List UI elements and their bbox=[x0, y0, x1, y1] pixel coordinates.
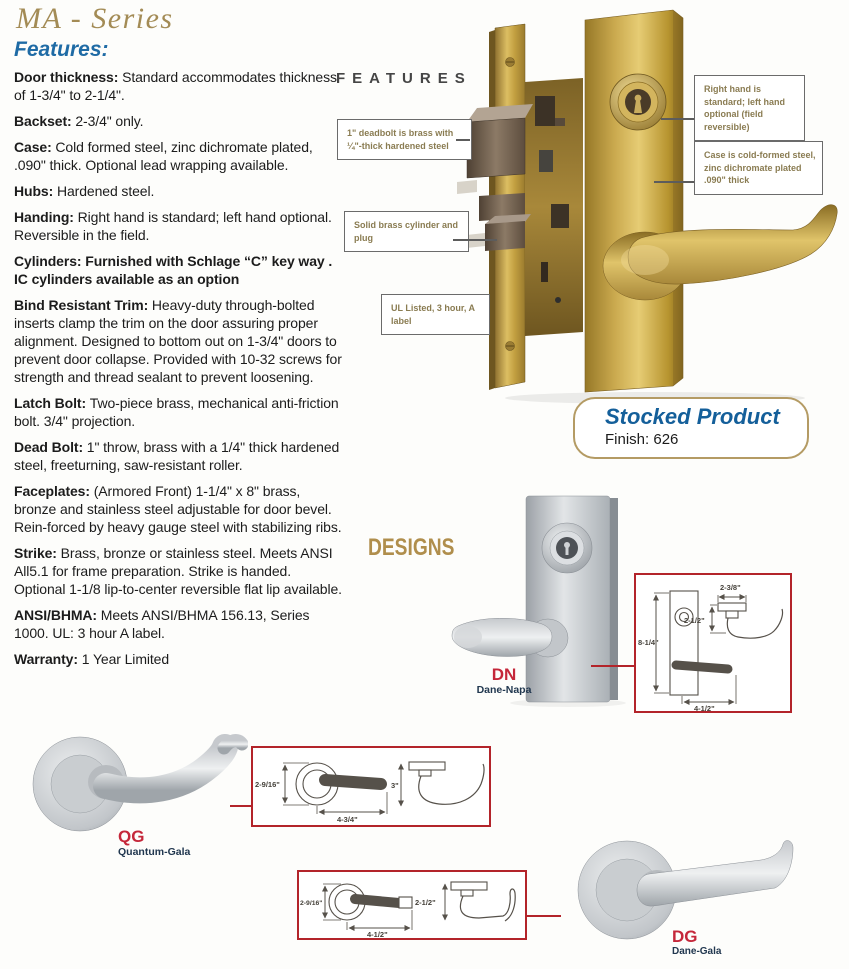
design-connector bbox=[230, 805, 251, 807]
feature-item bbox=[14, 296, 346, 386]
design-name: Dane-Gala bbox=[672, 945, 722, 957]
dimension-box-qg bbox=[251, 746, 491, 827]
feature-label: Latch Bolt: bbox=[14, 395, 90, 411]
feature-item bbox=[14, 438, 346, 474]
design-name: Dane-Napa bbox=[476, 683, 532, 696]
dim-proj: 2-1/2" bbox=[415, 898, 436, 907]
designs-heading: DESIGNS bbox=[368, 534, 455, 561]
feature-label: Door thickness: bbox=[14, 69, 123, 85]
callout-ul-listed: UL Listed, 3 hour, A label bbox=[381, 294, 490, 335]
feature-text: Two-piece brass, mechanical anti-friction bolt. 3/4" projection. bbox=[14, 395, 339, 429]
lock-cylinder bbox=[610, 74, 666, 130]
feature-item bbox=[14, 182, 346, 200]
feature-label: Handing: bbox=[14, 209, 78, 225]
design-code: DG bbox=[672, 927, 698, 946]
dim-rose: 2-9/16" bbox=[300, 900, 323, 907]
callout-case: Case is cold-formed steel, zinc dichromate plated .090" thick bbox=[694, 141, 823, 195]
feature-text: Right hand is standard; left hand optional. Reversible in the field. bbox=[14, 209, 332, 243]
design-connector bbox=[591, 665, 634, 667]
feature-label: Faceplates: bbox=[14, 483, 94, 499]
feature-text: Heavy-duty through-bolted inserts clamp the trim on the door assuring proper alignment. Designed to bottom out on 1-3/4" doors to prevent door collapse. Provided with 10-32 screws for strength and thread sealant to prevent loosening. bbox=[14, 297, 342, 385]
feature-label: Bind Resistant Trim: bbox=[14, 297, 152, 313]
dim-length: 4-1/2" bbox=[367, 930, 388, 938]
dim-top: 2-3/8" bbox=[720, 583, 741, 592]
dimension-box-dg bbox=[297, 870, 527, 940]
feature-item bbox=[14, 68, 346, 104]
callout-deadbolt: 1" deadbolt is brass with ¼"-thick hardened steel bbox=[337, 119, 472, 160]
callout-connector bbox=[654, 181, 694, 183]
features-list bbox=[14, 68, 346, 676]
feature-item bbox=[14, 394, 346, 430]
design-code: DN bbox=[491, 665, 517, 684]
feature-item bbox=[14, 650, 346, 668]
dimension-drawing-qg bbox=[253, 748, 489, 825]
feature-item bbox=[14, 208, 346, 244]
feature-text: Standard accommodates thickness of 1-3/4" to 2-1/4". bbox=[14, 69, 337, 103]
feature-label: Strike: bbox=[14, 545, 61, 561]
dimension-drawing-dg bbox=[299, 872, 525, 938]
dimension-drawing-dn bbox=[636, 575, 790, 711]
feature-text: Brass, bronze or stainless steel. Meets ANSI All5.1 for frame preparation. Strike is handed. Optional 1-1/8 lip-to-center reversible flat lip available. bbox=[14, 545, 342, 597]
callout-handing: Right hand is standard; left hand optional (field reversible) bbox=[694, 75, 805, 141]
feature-label: Hubs: bbox=[14, 183, 57, 199]
feature-label: Backset: bbox=[14, 113, 76, 129]
features-heading: Features: bbox=[14, 38, 109, 61]
dim-height: 8-1/4" bbox=[638, 638, 659, 647]
feature-item bbox=[14, 112, 346, 130]
feature-item bbox=[14, 544, 346, 598]
feature-text: (Armored Front) 1-1/4" x 8" brass, bronze and stainless steel adjustable for door bevel. Rein-forced by heavy gauge steel with stabilizing ribs. bbox=[14, 483, 342, 535]
feature-text: Cold formed steel, zinc dichromate plated, .090" thick. Optional lead wrapping available. bbox=[14, 139, 313, 173]
feature-label: Dead Bolt: bbox=[14, 439, 87, 455]
feature-text: Furnished with Schlage “C” key way . IC cylinders available as an option bbox=[14, 253, 333, 287]
stocked-product-title: Stocked Product bbox=[605, 404, 780, 429]
feature-label: Case: bbox=[14, 139, 56, 155]
feature-item bbox=[14, 252, 346, 288]
feature-text: 1" throw, brass with a 1/4" thick hardened steel, freeturning, saw-resistant roller. bbox=[14, 439, 340, 473]
callout-cylinder: Solid brass cylinder and plug bbox=[344, 211, 469, 252]
stocked-product-box bbox=[573, 397, 809, 459]
lever-shape bbox=[637, 841, 793, 907]
feature-text: 2-3/4" only. bbox=[75, 113, 144, 129]
design-label-dn bbox=[468, 666, 540, 696]
lock-deadbolt bbox=[467, 104, 533, 178]
callout-connector bbox=[456, 139, 470, 141]
page-title: MA - Series bbox=[16, 2, 174, 35]
dim-rose: 2-9/16" bbox=[255, 780, 280, 789]
design-code: QG bbox=[118, 827, 145, 846]
feature-label: Warranty: bbox=[14, 651, 82, 667]
callout-connector bbox=[661, 118, 694, 120]
stocked-product-finish: Finish: 626 bbox=[605, 431, 679, 448]
feature-item bbox=[14, 482, 346, 536]
feature-text: Meets ANSI/BHMA 156.13, Series 1000. UL: 3 hour A label. bbox=[14, 607, 310, 641]
dim-proj: 3" bbox=[391, 781, 399, 790]
feature-item bbox=[14, 606, 346, 642]
feature-text: Hardened steel. bbox=[56, 183, 155, 199]
dimension-box-dn bbox=[634, 573, 792, 713]
feature-label: ANSI/BHMA: bbox=[14, 607, 101, 623]
callout-connector bbox=[453, 239, 497, 241]
mortise-lock-photo bbox=[455, 0, 849, 405]
diagram-heading: FEATURES bbox=[336, 70, 472, 87]
dim-proj: 2-1/2" bbox=[684, 616, 705, 625]
design-name: Quantum-Gala bbox=[118, 845, 191, 858]
design-label-qg bbox=[118, 828, 190, 858]
design-label-dg bbox=[672, 928, 721, 957]
feature-text: 1 Year Limited bbox=[81, 651, 170, 667]
dim-length: 4-3/4" bbox=[337, 815, 358, 824]
feature-item bbox=[14, 138, 346, 174]
lock-escutcheon bbox=[585, 10, 683, 392]
dim-length: 4-1/2" bbox=[694, 704, 715, 711]
feature-label: Cylinders: bbox=[14, 253, 86, 269]
lock-case bbox=[525, 78, 583, 336]
